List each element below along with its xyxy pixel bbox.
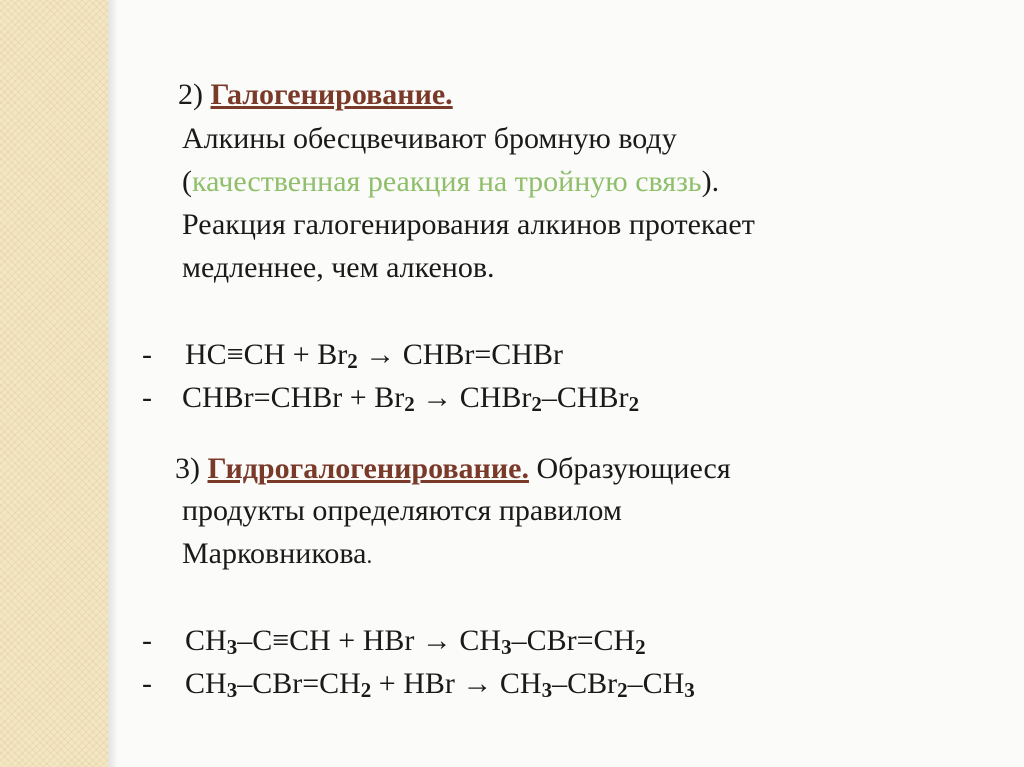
- reaction-dash: -: [142, 381, 152, 414]
- section2-line1: Алкины обесцвечивают бромную воду: [182, 122, 677, 155]
- formula-part: → CHBr: [414, 381, 532, 414]
- formula-part: –CHBr: [541, 381, 629, 414]
- section2-number: 2): [178, 78, 203, 111]
- markovnikov-text: Марковникова: [182, 537, 367, 570]
- formula-part: HC≡CH + Br: [185, 338, 348, 371]
- subscript: 2: [360, 678, 372, 702]
- subscript: 3: [226, 678, 238, 702]
- period: .: [366, 543, 373, 568]
- section3-line1: продукты определяются правилом: [182, 494, 622, 527]
- subscript: 3: [541, 678, 553, 702]
- reaction-dash: -: [142, 667, 152, 700]
- subscript: 2: [404, 392, 415, 416]
- reaction-dash: -: [142, 624, 152, 657]
- section2-heading: Галогенирование.: [210, 78, 453, 111]
- section2-line3: Реакция галогенирования алкинов протекает: [182, 208, 755, 241]
- reaction-dash: -: [142, 338, 152, 371]
- subscript: 2: [531, 392, 542, 416]
- subscript: 2: [635, 635, 646, 659]
- section3-heading-tail: Образующиеся: [528, 452, 731, 485]
- formula-part: CH: [185, 624, 227, 657]
- subscript: 2: [347, 349, 358, 373]
- formula-part: CH: [185, 667, 227, 700]
- reaction-2-2: [182, 381, 639, 415]
- subscript: 3: [226, 635, 238, 659]
- section2-line2-close: ).: [701, 165, 720, 198]
- reaction-2-1: [185, 338, 563, 372]
- subscript: 2: [628, 392, 640, 416]
- section2-line2: [182, 165, 719, 199]
- formula-part: –CH: [627, 667, 685, 700]
- formula-part: –CBr=CH: [511, 624, 636, 657]
- section3-heading: Гидрогалогенирование.: [207, 452, 529, 485]
- formula-part: → CHBr=CHBr: [357, 338, 563, 371]
- section2-title: [178, 78, 453, 112]
- formula-part: + HBr → CH: [371, 667, 542, 700]
- subscript: 2: [617, 678, 628, 702]
- section3-line2: [182, 537, 372, 573]
- section3-number: 3): [175, 452, 200, 485]
- formula-part: –CBr=CH: [237, 667, 361, 700]
- formula-part: CHBr=CHBr + Br: [182, 381, 405, 414]
- quality-reaction-note: качественная реакция на тройную связь: [192, 165, 702, 198]
- section2-line2-open: (: [182, 165, 192, 198]
- subscript: 3: [501, 635, 512, 659]
- formula-part: –CBr: [552, 667, 618, 700]
- section3-title: [175, 452, 731, 486]
- subscript: 3: [684, 678, 695, 702]
- formula-part: –C≡CH + HBr → CH: [237, 624, 502, 657]
- section2-line4: медленнее, чем алкенов.: [182, 251, 495, 284]
- reaction-3-1: [185, 624, 646, 658]
- reaction-3-2: [185, 667, 695, 701]
